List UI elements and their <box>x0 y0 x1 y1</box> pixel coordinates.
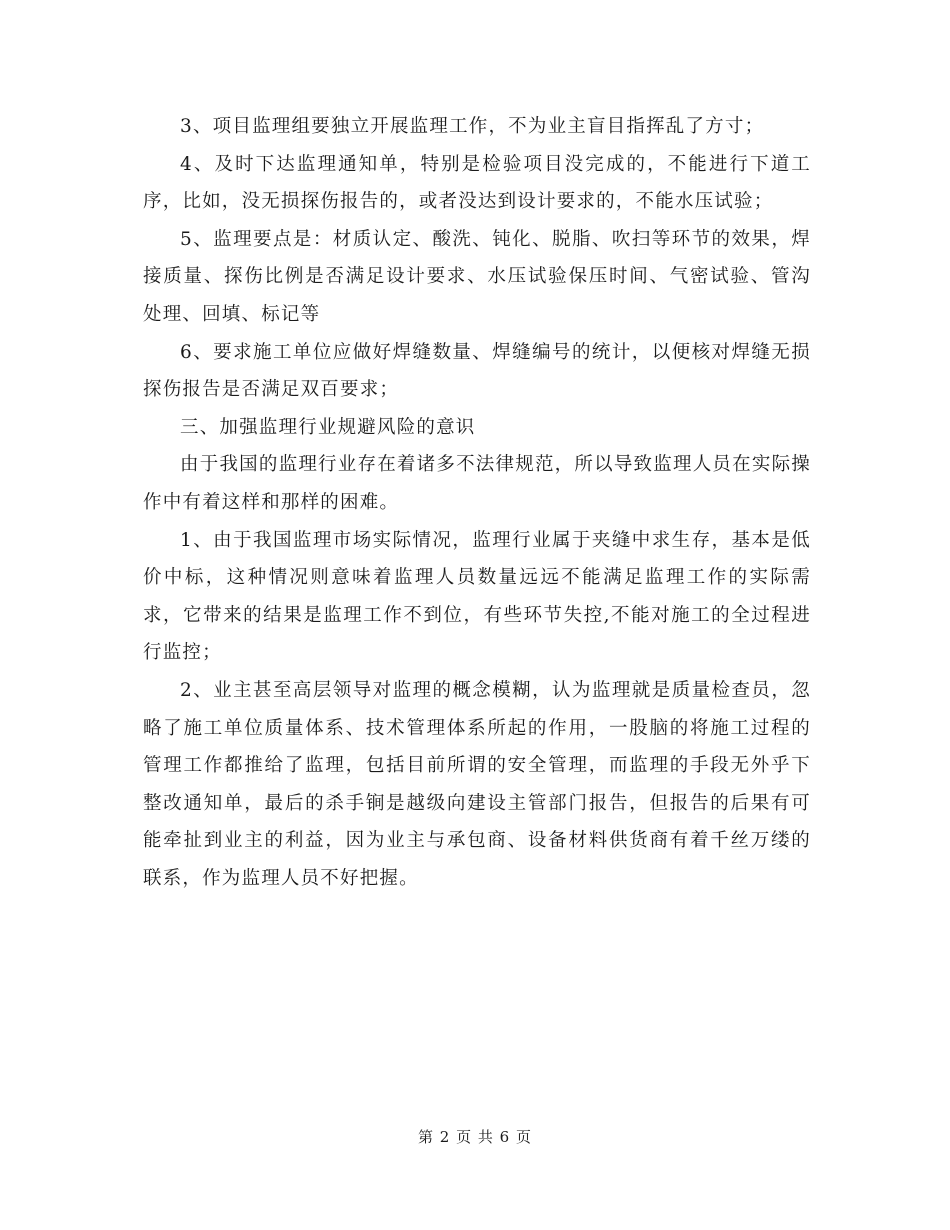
document-body <box>143 108 811 897</box>
page-footer <box>0 1126 950 1147</box>
paragraph-point-2: 2、业主甚至高层领导对监理的概念模糊，认为监理就是质量检查员，忽略了施工单位质量体系、技术管理体系所起的作用，一股脑的将施工过程的管理工作都推给了监理，包括目前所谓的安全管理，而监理的手段无外乎下整改通知单，最后的杀手锏是越级向建设主管部门报告，但报告的后果有可能牵扯到业主的利益，因为业主与承包商、设备材料供货商有着千丝万缕的联系，作为监理人员不好把握。 <box>143 679 811 889</box>
paragraph-item-3: 3、项目监理组要独立开展监理工作，不为业主盲目指挥乱了方寸； <box>180 116 765 137</box>
section-heading-3: 三、加强监理行业规避风险的意识 <box>180 416 476 438</box>
paragraph-item-4: 4、及时下达监理通知单，特别是检验项目没完成的，不能进行下道工序，比如，没无损探伤报告的，或者没达到设计要求的，不能水压试验； <box>143 153 811 213</box>
paragraph-point-1: 1、由于我国监理市场实际情况，监理行业属于夹缝中求生存，基本是低价中标，这种情况则意味着监理人员数量远远不能满足监理工作的实际需求，它带来的结果是监理工作不到位，有些环节失控,不能对施工的全过程进行监控； <box>143 529 811 664</box>
page-number-label: 第 2 页 共 6 页 <box>418 1128 532 1146</box>
section-intro-paragraph: 由于我国的监理行业存在着诸多不法律规范，所以导致监理人员在实际操作中有着这样和那样的困难。 <box>143 454 811 513</box>
paragraph-item-5: 5、监理要点是：材质认定、酸洗、钝化、脱脂、吹扫等环节的效果，焊接质量、探伤比例是否满足设计要求、水压试验保压时间、气密试验、管沟处理、回填、标记等 <box>143 228 811 325</box>
paragraph-item-6: 6、要求施工单位应做好焊缝数量、焊缝编号的统计，以便核对焊缝无损探伤报告是否满足双百要求； <box>143 341 811 401</box>
